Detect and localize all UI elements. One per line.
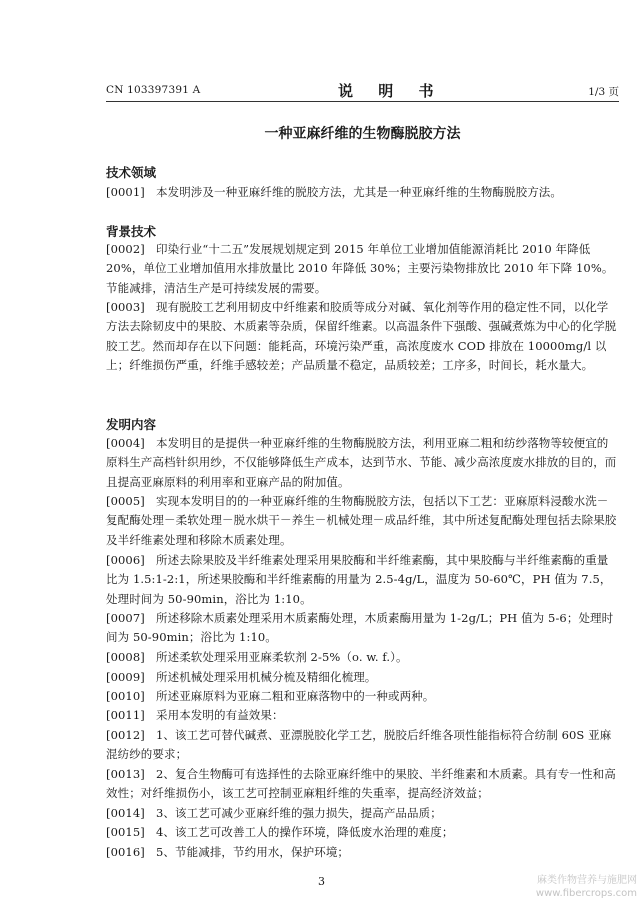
paragraph-text: 采用本发明的有益效果： [156, 708, 284, 722]
paragraph-0002 [106, 240, 618, 298]
paragraph-0005 [106, 492, 618, 550]
paragraph-text: 所述去除果胶及半纤维素处理采用果胶酶和半纤维素酶，其中果胶酶与半纤维素酶的重量比为 1.5:1-2:1，所述果胶酶和半纤维素酶的用量为 2.5-4g/L，温度为 50-60℃，PH 值为 7.5，处理时间为 50-90min，浴比为 1:10。 [106, 553, 612, 606]
publication-number: CN 103397391 A [106, 84, 201, 96]
paragraph-0004 [106, 434, 618, 492]
paragraph-0014 [106, 804, 618, 823]
page-info: 1/3 页 [588, 86, 619, 98]
paragraph-0009 [106, 668, 618, 687]
paragraph-0001 [106, 183, 618, 202]
paragraph-number: [0010] [106, 689, 145, 703]
paragraph-0010 [106, 687, 618, 706]
paragraph-text: 现有脱胶工艺利用韧皮中纤维素和胶质等成分对碱、氧化剂等作用的稳定性不同，以化学方法去除韧皮中的果胶、木质素等杂质，保留纤维素。以高温条件下强酸、强碱煮炼为中心的化学脱胶工艺。然而却存在以下问题：能耗高，环境污染严重，高浓度废水 COD 排放在 10000mg/l 以上；纤维损伤严重，纤维手感较差；产品质量不稳定，品质较差；工序多，时间长，耗水量大。 [106, 300, 617, 372]
paragraph-number: [0008] [106, 650, 145, 664]
paragraph-text: 4、该工艺可改善工人的操作环境，降低废水治理的难度； [156, 825, 454, 839]
paragraph-number: [0002] [106, 242, 145, 256]
paragraph-number: [0014] [106, 806, 145, 820]
paragraph-text: 本发明涉及一种亚麻纤维的脱胶方法，尤其是一种亚麻纤维的生物酶脱胶方法。 [156, 185, 562, 199]
paragraph-number: [0007] [106, 611, 145, 625]
paragraph-0007 [106, 609, 618, 648]
page-header [106, 80, 619, 100]
paragraph-0008 [106, 648, 618, 667]
watermark-url: www.fibercrops.com [535, 888, 637, 899]
paragraph-text: 5、节能减排，节约用水，保护环境； [156, 845, 350, 859]
header-rule [106, 101, 619, 102]
paragraph-number: [0015] [106, 825, 145, 839]
paragraph-0013 [106, 765, 618, 804]
paragraph-number: [0003] [106, 300, 145, 314]
paragraph-0016 [106, 843, 618, 862]
paragraph-number: [0004] [106, 436, 145, 450]
paragraph-text: 2、复合生物酶可有选择性的去除亚麻纤维中的果胶、半纤维素和木质素。具有专一性和高效性；对纤维损伤小，该工艺可控制亚麻粗纤维的失重率，提高经济效益； [106, 767, 616, 801]
paragraph-0015 [106, 823, 618, 842]
document-type: 说 明 书 [338, 82, 444, 100]
paragraph-number: [0005] [106, 494, 145, 508]
paragraph-text: 所述机械处理采用机械分梳及精细化梳理。 [156, 670, 377, 684]
paragraph-text: 3、该工艺可减少亚麻纤维的强力损失，提高产品品质； [156, 806, 442, 820]
paragraph-text: 实现本发明目的的一种亚麻纤维的生物酶脱胶方法，包括以下工艺：亚麻原料浸酸水洗－复配酶处理－柔软处理－脱水烘干－养生－机械处理－成品纤维，其中所述复配酶处理包括去除果胶及半纤维素处理和移除木质素处理。 [106, 494, 617, 547]
paragraph-0011 [106, 706, 618, 725]
paragraph-number: [0001] [106, 185, 145, 199]
paragraph-text: 所述移除木质素处理采用木质素酶处理，木质素酶用量为 1-2g/L；PH 值为 5-6；处理时间为 50-90min；浴比为 1:10。 [106, 611, 614, 645]
paragraph-number: [0006] [106, 553, 145, 567]
paragraph-number: [0016] [106, 845, 145, 859]
paragraph-text: 本发明目的是提供一种亚麻纤维的生物酶脱胶方法，利用亚麻二粗和纺纱落物等较便宜的原料生产高档针织用纱，不仅能够降低生产成本，达到节水、节能、减少高浓度废水排放的目的，而且提高亚麻原料的利用率和亚麻产品的附加值。 [106, 436, 617, 489]
page-number: 3 [318, 875, 325, 888]
paragraph-number: [0011] [106, 708, 145, 722]
paragraph-0006 [106, 551, 618, 609]
paragraph-number: [0013] [106, 767, 145, 781]
paragraph-0003 [106, 298, 618, 375]
paragraph-text: 所述亚麻原料为亚麻二粗和亚麻落物中的一种或两种。 [156, 689, 435, 703]
section-heading-field: 技术领域 [106, 165, 157, 180]
paragraph-text: 所述柔软处理采用亚麻柔软剂 2-5%（o. w. f.）。 [156, 650, 408, 664]
watermark [536, 874, 637, 900]
document-title: 一种亚麻纤维的生物酶脱胶方法 [264, 126, 461, 142]
section-heading-content: 发明内容 [106, 417, 157, 432]
paragraph-number: [0009] [106, 670, 145, 684]
paragraph-text: 1、该工艺可替代碱煮、亚漂脱胶化学工艺，脱胶后纤维各项性能指标符合纺制 60S 亚麻混纺纱的要求； [106, 728, 612, 762]
paragraph-number: [0012] [106, 728, 145, 742]
paragraph-0012 [106, 726, 618, 765]
watermark-site-name: 麻类作物营养与施肥网 [537, 875, 637, 886]
paragraph-text: 印染行业“十二五”发展规划规定到 2015 年单位工业增加值能源消耗比 2010 年降低 20%，单位工业增加值用水排放量比 2010 年降低 30%；主要污染物排放比 2010 年下降 10%。节能减排，清洁生产是可持续发展的需要。 [106, 242, 614, 295]
section-heading-background: 背景技术 [106, 224, 157, 239]
